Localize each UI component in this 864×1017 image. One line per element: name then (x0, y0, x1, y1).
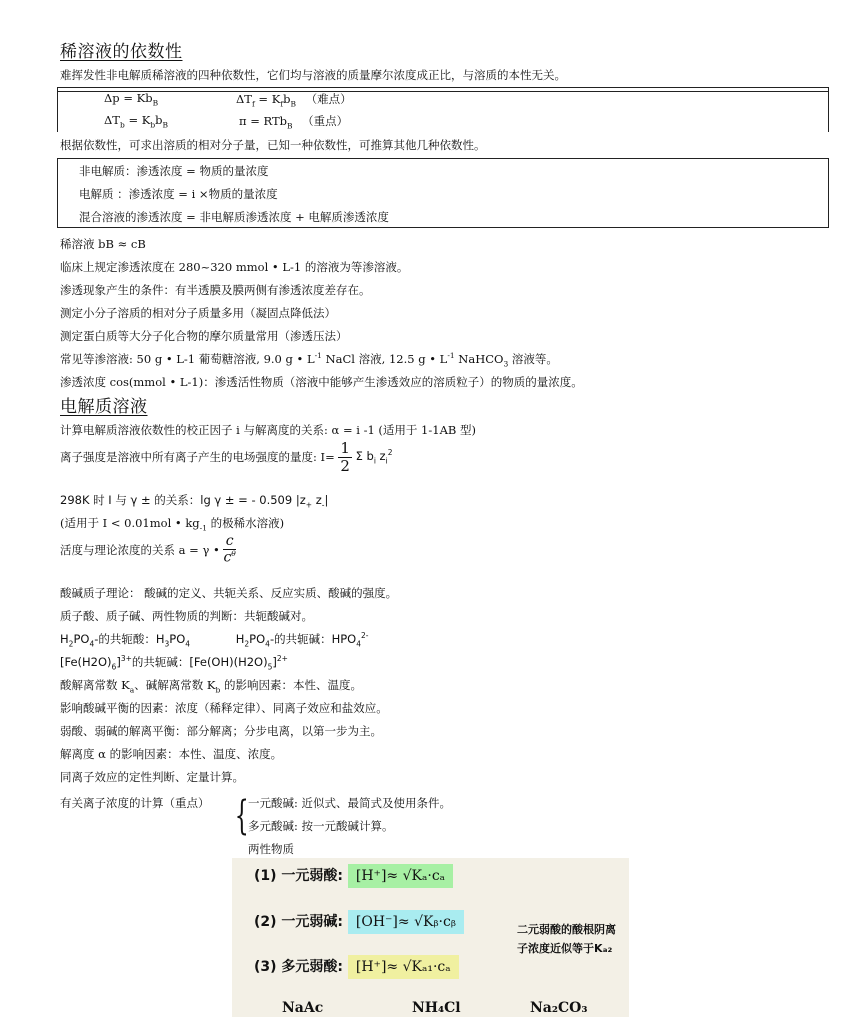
osmosis-condition-line: 渗透现象产生的条件：有半透膜及膜两侧有渗透浓度差存在。 (60, 283, 371, 297)
ion-concentration-line: 有关离子浓度的计算（重点） (60, 796, 210, 810)
activity-coefficient-line: 298K 时 I 与 γ ± 的关系：lg γ ± = - 0.509 $|z_+$ $z_-|$ (60, 493, 329, 510)
ionic-strength-line: 离子强度是溶液中所有离子产生的电场强度的量度: I= $\frac{1}{2}$ Σ $b_i$ $z_i^2$ (60, 439, 393, 475)
figure-row-weak-acid: (1) 一元弱酸: [H⁺]≈ √Kₐ·cₐ (254, 864, 453, 888)
osm-line-nonelectrolyte: 非电解质：渗透浓度 = 物质的量浓度 (79, 164, 269, 178)
activity-relation-line: 活度与理论浓度的关系 a = γ • $\frac{c}{c^\theta}$ (60, 533, 236, 567)
dissociation-constant-line: 酸解离常数 $K_a$、碱解离常数 $K_b$ 的影响因素：本性、温度。 (60, 678, 362, 695)
formula-osmotic-pressure: π = RTb$_B$ （重点） (239, 114, 349, 131)
equilibrium-factors-line: 影响酸碱平衡的因素：浓度（稀释定律）、同离子效应和盐效应。 (60, 701, 388, 715)
branch-polyprotic: 多元酸碱: 按一元酸碱计算。 (248, 819, 394, 833)
conjugate-pair-line: 质子酸、质子碱、两性物质的判断：共轭酸碱对。 (60, 609, 313, 623)
dilute-solution-line: 稀溶液 bB ≈ cB (60, 237, 146, 251)
figure-label-naac: NaAc (282, 1000, 324, 1016)
figure-label-na2co3: Na₂CO₃ (530, 1000, 588, 1016)
figure-label-nh4cl: NH₄Cl (412, 1000, 461, 1016)
after-box-text: 根据依数性，可求出溶质的相对分子量，已知一种依数性，可推算其他几种依数性。 (60, 138, 486, 152)
figure-row-polyprotic: (3) 多元弱酸: [H⁺]≈ √Kₐ₁·cₐ (254, 955, 459, 979)
figure-side-note: 二元弱酸的酸根阴离子浓度近似等于Kₐ₂ (517, 923, 616, 955)
formula-vapor-pressure: $\Delta p = Kb_B$ (104, 91, 159, 108)
common-ion-line: 同离子效应的定性判断、定量计算。 (60, 770, 244, 784)
osmotic-definition-line: 渗透浓度 cos(mmol • L-1)：渗透活性物质（溶液中能够产生渗透效应的溶质粒子）的物质的量浓度。 (60, 375, 583, 389)
iron-complex-line: $[Fe(H2O)_6]^{3+}$的共轭碱：$[Fe(OH)(H2O)_5]^{2+}$ (60, 654, 288, 672)
degree-of-dissociation-line: 解离度 α 的影响因素：本性、温度、浓度。 (60, 747, 283, 761)
branch-amphoteric: 两性物质 (248, 842, 294, 856)
formula-boiling-point: $\Delta T_b = K_bb_B$ (104, 113, 169, 130)
section-title-electrolyte: 电解质溶液 (60, 397, 148, 417)
figure-row-weak-base: (2) 一元弱碱: [OH⁻]≈ √Kᵦ·cᵦ (254, 910, 464, 934)
osm-line-electrolyte: 电解质 ：渗透浓度 = i ×物质的量浓度 (79, 187, 278, 201)
formula-freezing-point: $\Delta T_f = K_fb_B$ （难点） (236, 92, 352, 109)
macromolecule-method-line: 测定蛋白质等大分子化合物的摩尔质量常用（渗透压法） (60, 329, 348, 343)
curly-brace: { (234, 793, 249, 839)
correction-factor-line: 计算电解质溶液依数性的校正因子 i 与解离度的关系: α = i -1 (适用于 1-1AB 型) (60, 423, 476, 437)
formula-figure (232, 858, 629, 1017)
osm-line-mixed: 混合溶液的渗透浓度 = 非电解质渗透浓度 + 电解质渗透浓度 (79, 210, 389, 224)
isotonic-range-line: 临床上规定渗透浓度在 280~320 mmol • L-1 的溶液为等渗溶液。 (60, 260, 409, 274)
branch-monoprotic: 一元酸碱: 近似式、最简式及使用条件。 (248, 796, 452, 810)
formula-box (57, 87, 829, 132)
intro-text: 难挥发性非电解质稀溶液的四种依数性，它们均与溶液的质量摩尔浓度成正比，与溶质的本性无关。 (60, 68, 566, 82)
applicability-line: (适用于 I < 0.01mol • $kg_{-1}$ 的极稀水溶液) (60, 516, 285, 533)
weak-acid-base-line: 弱酸、弱碱的解离平衡：部分解离；分步电离，以第一步为主。 (60, 724, 382, 738)
isotonic-examples-line: 常见等渗溶液: 50 g • L-1 葡萄糖溶液, 9.0 g • $L^{-1}$ NaCl 溶液, 12.5 g • $L^{-1}$ NaHCO$_3$ 溶液等。 (60, 351, 558, 369)
proton-theory-line: 酸碱质子理论： 酸碱的定义、共轭关系、反应实质、酸碱的强度。 (60, 586, 398, 600)
phosphate-conjugates-line: $H_2PO_4-$的共轭酸：$H_3PO_4$ $H_2PO_4-$的共轭碱：$HPO_4^{2-}$ (60, 631, 369, 649)
small-molecule-method-line: 测定小分子溶质的相对分子质量多用（凝固点降低法） (60, 306, 336, 320)
section-title-colligative: 稀溶液的依数性 (60, 42, 183, 62)
